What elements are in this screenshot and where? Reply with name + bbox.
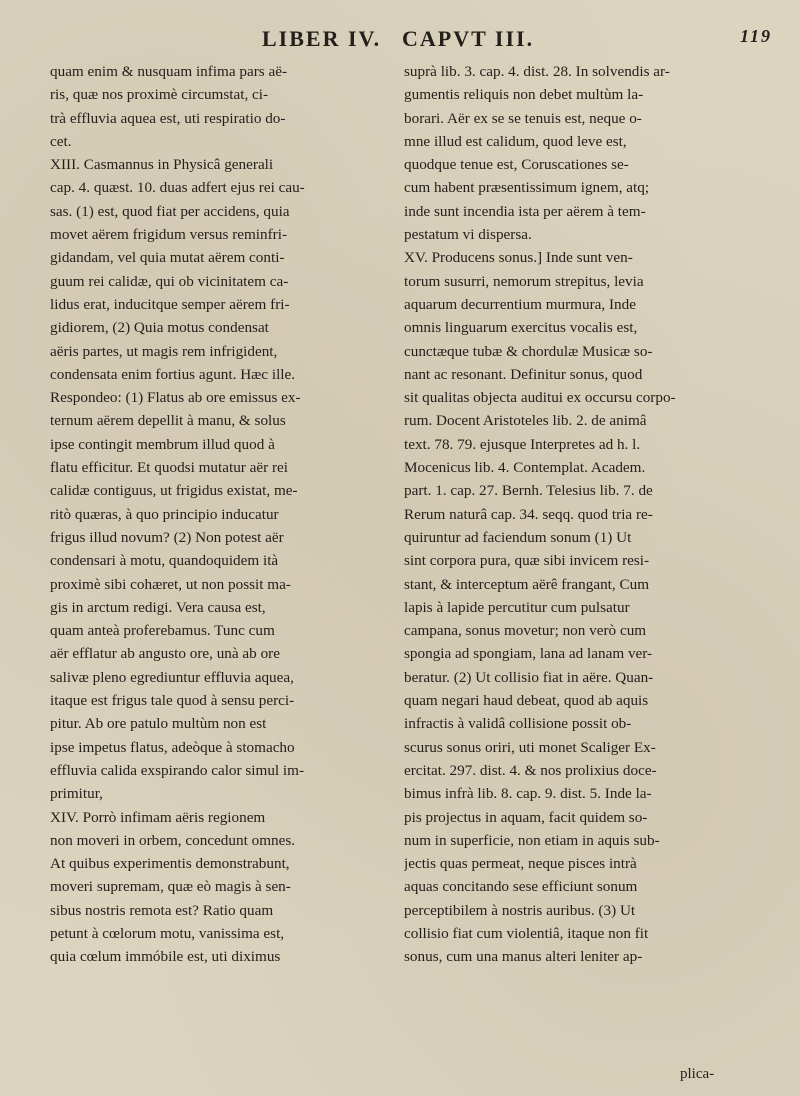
header-book-title: LIBER IV. <box>262 26 382 51</box>
text-line: pis projectus in aquam, facit quidem so- <box>404 808 648 826</box>
text-line: sonus, cum una manus alteri leniter ap- <box>404 948 643 966</box>
text-line: moveri supremam, quæ eò magis à sen- <box>50 878 291 896</box>
text-line: flatu efficitur. Et quodsi mutatur aër rei <box>50 459 289 477</box>
text-line: guum rei calidæ, qui ob vicinitatem ca- <box>50 272 289 290</box>
text-line: ternum aërem depellit à manu, & solus <box>50 412 286 430</box>
text-line: XIII. Casmannus in Physicâ generali <box>50 156 274 174</box>
text-line: quodque tenue est, Coruscationes se- <box>404 156 629 174</box>
text-line: aquas concitando sese efficiunt sonum <box>404 878 638 896</box>
text-line: infractis à validâ collisione possit ob- <box>404 715 632 733</box>
text-line: inde sunt incendia ista per aërem à tem- <box>404 202 646 220</box>
text-line: beratur. (2) Ut collisio fiat in aëre. Quan- <box>404 668 654 686</box>
text-line: condensari à motu, quandoquidem ità <box>50 552 279 570</box>
text-line: XIV. Porrò infimam aëris regionem <box>50 808 266 826</box>
text-line: cap. 4. quæst. 10. duas adfert ejus rei cau- <box>50 179 305 197</box>
text-line: Mocenicus lib. 4. Contemplat. Academ. <box>404 459 646 477</box>
text-line: omnis linguarum exercitus vocalis est, <box>404 319 638 337</box>
page-number: 119 <box>740 26 773 46</box>
running-header <box>0 26 800 60</box>
text-line: rum. Docent Aristoteles lib. 2. de animâ <box>404 412 647 430</box>
text-line: quiruntur ad faciendum sonum (1) Ut <box>404 528 632 546</box>
text-line: primitur, <box>50 785 103 803</box>
text-line: cum habent præsentissimum ignem, atq; <box>404 179 650 197</box>
text-line: cet. <box>50 132 72 150</box>
text-line: quia cœlum immóbile est, uti diximus <box>50 948 281 966</box>
text-line: cunctæque tubæ & chordulæ Musicæ so- <box>404 342 653 360</box>
text-line: nant ac resonant. Definitur sonus, quod <box>404 365 643 383</box>
text-line: XV. Producens sonus.] Inde sunt ven- <box>404 249 633 267</box>
text-line: ercitat. 297. dist. 4. & nos prolixius doce- <box>404 761 657 779</box>
text-line: suprà lib. 3. cap. 4. dist. 28. In solvendis ar- <box>404 63 670 80</box>
text-line: ipse contingit membrum illud quod à <box>50 435 275 453</box>
text-line: calidæ contiguus, ut frigidus existat, me- <box>50 482 298 500</box>
text-line: text. 78. 79. ejusque Interpretes ad h. l. <box>404 435 641 453</box>
text-line: sas. (1) est, quod fiat per accidens, quia <box>50 202 290 220</box>
text-line: itaque est frigus tale quod à sensu perci- <box>50 692 295 710</box>
text-line: aquarum decurrentium murmura, Inde <box>404 295 636 313</box>
right-text-column <box>404 60 764 969</box>
text-line: campana, sonus movetur; non verò cum <box>404 622 647 640</box>
text-line: scurus sonus oriri, uti monet Scaliger Ex- <box>404 738 656 756</box>
text-line: bimus infrà lib. 8. cap. 9. dist. 5. Inde la- <box>404 785 652 803</box>
text-line: spongia ad spongiam, lana ad lanam ver- <box>404 645 653 663</box>
text-line: petunt à cœlorum motu, vanissima est, <box>50 924 285 942</box>
text-line: stant, & interceptum aërê frangant, Cum <box>404 575 650 593</box>
text-line: trà effluvia aquea est, uti respiratio do- <box>50 109 286 127</box>
text-line: gis in arctum redigi. Vera causa est, <box>50 598 266 616</box>
text-line: ipse impetus flatus, adeòque à stomacho <box>50 738 295 756</box>
text-line: torum susurri, nemorum strepitus, levia <box>404 272 644 290</box>
text-line: pestatum vi dispersa. <box>404 226 532 244</box>
text-line: Respondeo: (1) Flatus ab ore emissus ex- <box>50 389 301 407</box>
text-line: ris, quæ nos proximè circumstat, ci- <box>50 86 269 104</box>
text-line: pitur. Ab ore patulo multùm non est <box>50 715 267 733</box>
header-chapter-title: CAPVT III. <box>402 26 535 51</box>
catchword: plica- <box>680 1066 715 1082</box>
text-line: lidus erat, inducitque semper aërem fri- <box>50 295 290 313</box>
text-line: effluvia calida exspirando calor simul im- <box>50 761 305 779</box>
text-line: perceptibilem à nostris auribus. (3) Ut <box>404 901 636 919</box>
text-line: aër efflatur ab angusto ore, unà ab ore <box>50 645 280 663</box>
text-line: proximè sibi cohæret, ut non possit ma- <box>50 575 291 593</box>
text-line: sit qualitas objecta auditui ex occursu corpo- <box>404 389 676 407</box>
text-line: collisio fiat cum violentiâ, itaque non fit <box>404 924 649 942</box>
text-line: sint corpora pura, quæ sibi invicem resi- <box>404 552 650 570</box>
text-line: jectis quas permeat, neque pisces intrà <box>404 855 637 873</box>
text-line: salivæ pleno egrediuntur effluvia aquea, <box>50 668 294 686</box>
text-line: movet aërem frigidum versus reminfri- <box>50 226 288 244</box>
text-line: part. 1. cap. 27. Bernh. Telesius lib. 7. de <box>404 482 653 500</box>
text-line: non moveri in orbem, concedunt omnes. <box>50 831 296 849</box>
text-line: aëris partes, ut magis rem infrigident, <box>50 342 278 360</box>
text-line: sibus nostris remota est? Ratio quam <box>50 901 274 919</box>
text-line: quam anteà proferebamus. Tunc cum <box>50 622 275 640</box>
left-text-column <box>50 60 385 969</box>
text-line: quam enim & nusquam infima pars aë- <box>50 63 288 80</box>
text-line: borari. Aër ex se se tenuis est, neque o- <box>404 109 642 127</box>
text-line: condensata enim fortius agunt. Hæc ille. <box>50 365 296 383</box>
text-line: lapis à lapide percutitur cum pulsatur <box>404 598 630 616</box>
text-line: At quibus experimentis demonstrabunt, <box>50 855 290 873</box>
text-line: mne illud est calidum, quod leve est, <box>404 132 627 150</box>
text-line: ritò quæras, à quo principio inducatur <box>50 505 279 523</box>
text-line: num in superficie, non etiam in aquis sub- <box>404 831 660 849</box>
text-line: Rerum naturâ cap. 34. seqq. quod tria re- <box>404 505 653 523</box>
text-line: gidandam, vel quia mutat aërem conti- <box>50 249 285 267</box>
text-line: gumentis reliquis non debet multùm la- <box>404 86 644 104</box>
text-line: frigus illud novum? (2) Non potest aër <box>50 528 284 546</box>
text-line: gidiorem, (2) Quia motus condensat <box>50 319 269 337</box>
text-line: quam negari haud debeat, quod ab aquis <box>404 692 649 710</box>
